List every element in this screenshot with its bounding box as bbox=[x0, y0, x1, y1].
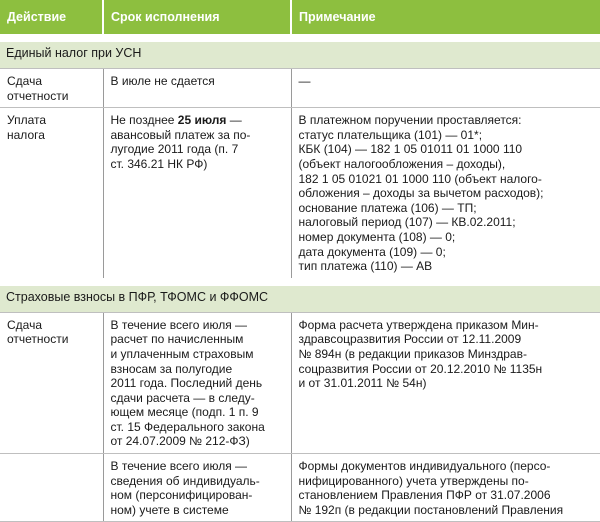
header-deadline: Срок исполнения bbox=[103, 0, 291, 38]
cell-line: отчетности bbox=[7, 332, 69, 347]
cell-line: взносам за полугодие bbox=[110, 361, 233, 376]
deadline-date: 25 июля bbox=[177, 113, 227, 128]
cell-line: Формы документов индивидуального (персо- bbox=[298, 459, 551, 474]
deadline-cell bbox=[103, 69, 291, 108]
cell-line: В течение всего июля — bbox=[110, 317, 248, 332]
cell-line: тип платежа (110) — АВ bbox=[298, 259, 433, 274]
cell-line: обложения – доходы за вычетом расходов); bbox=[298, 186, 544, 201]
cell-line: сведения об индивидуаль- bbox=[110, 473, 260, 488]
cell-line: КБК (104) — 182 1 05 01011 01 1000 110 bbox=[298, 142, 523, 157]
table-row bbox=[0, 69, 600, 108]
cell-line: от 24.07.2009 № 212-ФЗ) bbox=[110, 434, 250, 449]
header-note: Примечание bbox=[291, 0, 600, 38]
deadline-suffix: — bbox=[226, 113, 242, 128]
section-row-insurance bbox=[0, 282, 600, 313]
cell-line: — bbox=[298, 74, 311, 88]
note-cell bbox=[291, 312, 600, 453]
cell-line: отчетности bbox=[7, 88, 69, 103]
cell-line: и от 31.01.2011 № 54н) bbox=[298, 376, 427, 391]
header-action: Действие bbox=[0, 0, 103, 38]
note-cell bbox=[291, 108, 600, 282]
cell-line: основание платежа (106) — ТП; bbox=[298, 200, 477, 215]
cell-line: налоговый период (107) — КВ.02.2011; bbox=[298, 215, 516, 230]
cell-line: ном) учете в системе bbox=[110, 502, 229, 517]
cell-line: ном (персонифицирован- bbox=[110, 488, 253, 503]
note-cell bbox=[291, 454, 600, 522]
cell-line: здравсоцразвития России от 12.11.2009 bbox=[298, 332, 522, 347]
action-cell bbox=[0, 108, 103, 282]
cell-line: расчет по начисленным bbox=[110, 332, 244, 347]
cell-line: становлением Правления ПФР от 31.07.2006 bbox=[298, 488, 551, 503]
cell-line: номер документа (108) — 0; bbox=[298, 229, 456, 244]
cell-line: Сдача bbox=[7, 74, 43, 88]
action-cell bbox=[0, 454, 103, 522]
cell-line: сдачи расчета — в следу- bbox=[110, 390, 255, 405]
cell-line: лугодие 2011 года (п. 7 bbox=[110, 142, 239, 157]
cell-line: № 894н (в редакции приказов Минздрав- bbox=[298, 346, 527, 361]
cell-line: ст. 15 Федерального закона bbox=[110, 419, 265, 434]
section-title: Страховые взносы в ПФР, ТФОМС и ФФОМС bbox=[0, 282, 600, 313]
cell-line bbox=[111, 113, 284, 128]
cell-line: (объект налогообложения – доходы), bbox=[298, 156, 506, 171]
cell-line: В платежном поручении проставляется: bbox=[298, 113, 522, 128]
cell-line: № 192п (в редакции постановлений Правления bbox=[298, 502, 564, 517]
cell-line: В течение всего июля — bbox=[110, 459, 248, 474]
section-row-usn bbox=[0, 38, 600, 69]
deadline-cell bbox=[103, 454, 291, 522]
cell-line: налога bbox=[7, 127, 45, 142]
cell-line: ющем месяце (подп. 1 п. 9 bbox=[110, 405, 259, 420]
section-title: Единый налог при УСН bbox=[0, 38, 600, 69]
cell-line: соцразвития России от 20.12.2010 № 1135н bbox=[298, 361, 543, 376]
cell-line: дата документа (109) — 0; bbox=[298, 244, 446, 259]
action-cell bbox=[0, 69, 103, 108]
action-cell bbox=[0, 312, 103, 453]
header-row bbox=[0, 0, 600, 38]
cell-line: Уплата bbox=[7, 113, 47, 128]
cell-line: 2011 года. Последний день bbox=[110, 376, 263, 391]
table-row bbox=[0, 312, 600, 453]
deadline-cell bbox=[103, 312, 291, 453]
cell-line: ст. 346.21 НК РФ) bbox=[110, 156, 208, 171]
cell-line: и уплаченным страховым bbox=[110, 346, 254, 361]
cell-line: 182 1 05 01021 01 1000 110 (объект налого- bbox=[298, 171, 542, 186]
deadline-cell bbox=[103, 108, 291, 282]
cell-line: Форма расчета утверждена приказом Мин- bbox=[298, 317, 539, 332]
cell-line: авансовый платеж за по- bbox=[110, 127, 251, 142]
cell-line: статус плательщика (101) — 01*; bbox=[298, 127, 483, 142]
cell-line: Сдача bbox=[7, 317, 43, 332]
cell-line: В июле не сдается bbox=[110, 74, 215, 88]
note-cell bbox=[291, 69, 600, 108]
table-row bbox=[0, 108, 600, 282]
deadline-prefix: Не позднее bbox=[110, 113, 178, 128]
cell-line: нифицированного) учета утверждены по- bbox=[298, 473, 529, 488]
table-row bbox=[0, 454, 600, 522]
